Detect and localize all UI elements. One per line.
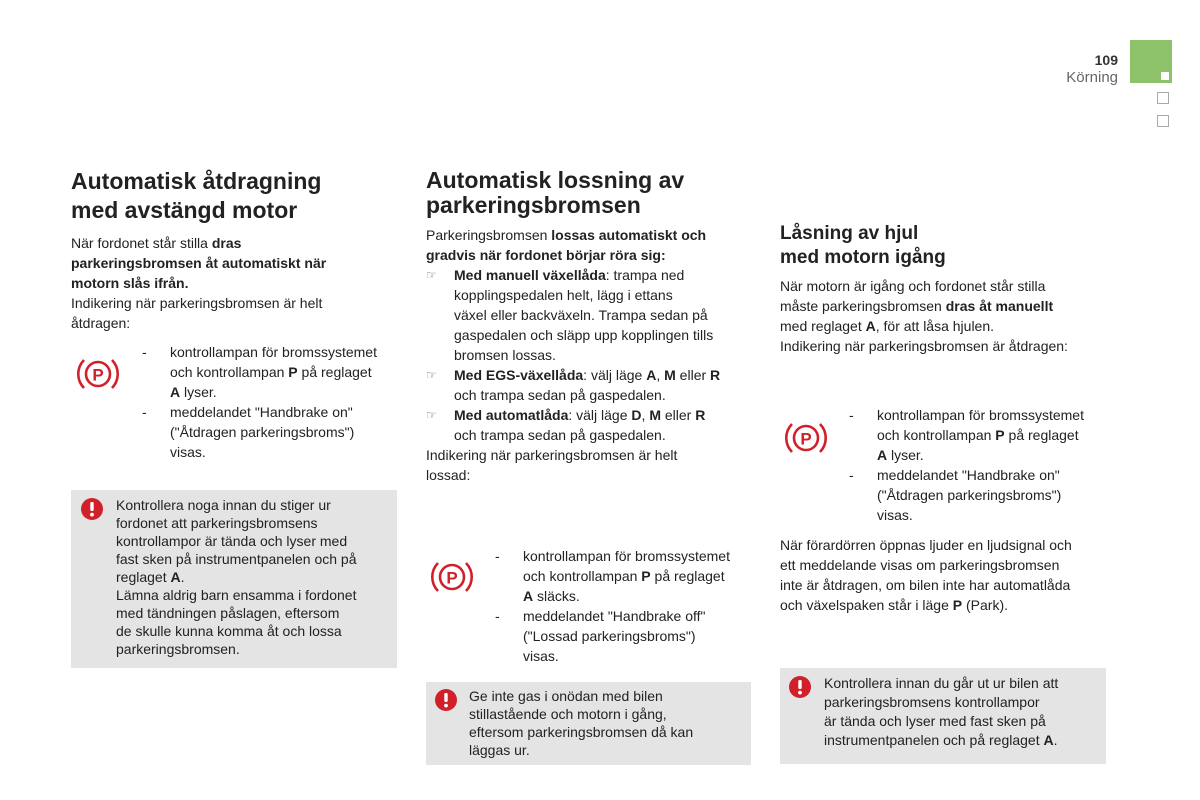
list-item [495, 606, 760, 666]
list-item [426, 265, 756, 365]
text: : trampa ned [605, 267, 685, 283]
list-item [426, 365, 756, 405]
title-line-1: Låsning av hjul [780, 223, 919, 244]
bullet-dash: - [849, 467, 854, 483]
bold-text: Med manuell växellåda [454, 267, 606, 283]
warning-box-apply [71, 490, 397, 668]
text: Parkeringsbromsen [426, 227, 552, 243]
text: eller [660, 407, 696, 423]
bold-text: P [641, 568, 651, 584]
bullet-list-wheel-lock [849, 405, 1114, 525]
bullet-dash: - [495, 608, 500, 624]
text: och trampa sedan på gaspedalen. [454, 427, 666, 443]
bold-text: lossas automatiskt och [551, 227, 707, 243]
text: kontrollampor är tända och lyser med [116, 533, 348, 549]
text: släcks. [533, 588, 580, 604]
text: måste parkeringsbromsen [780, 298, 946, 314]
column-2 [426, 168, 756, 485]
text: Indikering när parkeringsbromsen är helt [71, 295, 323, 311]
text: ett meddelande visas om parkeringsbromsen [780, 557, 1060, 573]
pointing-hand-icon: ☞ [426, 368, 437, 382]
text: eftersom parkeringsbromsen då kan [469, 724, 694, 740]
text: . [1053, 732, 1058, 748]
chapter-tab-box-1 [1157, 92, 1169, 104]
bold-text: parkeringsbromsen åt automatiskt när [71, 255, 327, 271]
text: , [641, 407, 650, 423]
warning-box-wheel-lock [780, 668, 1106, 764]
svg-text:P: P [800, 429, 812, 449]
text: , [656, 367, 665, 383]
text: fast sken på instrumentpanelen och på [116, 551, 357, 567]
bullet-text [877, 405, 1114, 465]
bullet-dash: - [142, 404, 147, 420]
bold-text: P [288, 364, 298, 380]
warning-box-release [426, 682, 751, 765]
section-title-auto-apply [71, 167, 401, 225]
text: gaspedalen och släpp upp kopplingen tills [454, 327, 714, 343]
release-indication [426, 445, 756, 485]
text: Indikering när parkeringsbromsen är åtdragen: [780, 338, 1068, 354]
text: växel eller backväxeln. Trampa sedan på [454, 307, 708, 323]
warning-text [824, 674, 1102, 750]
parking-brake-warning-icon [782, 419, 830, 457]
text: på reglaget [650, 568, 725, 584]
text: kontrollampan för bromssystemet [523, 548, 730, 564]
list-item [495, 546, 760, 606]
column-3 [780, 222, 1115, 356]
pointing-hand-icon: ☞ [426, 268, 437, 282]
text: meddelandet "Handbrake on" [877, 467, 1060, 483]
text: eller [675, 367, 711, 383]
bold-text: Med automatlåda [454, 407, 569, 423]
bullet-dash: - [495, 548, 500, 564]
text: stillastående och motorn i gång, [469, 706, 667, 722]
text: läggas ur. [469, 742, 530, 758]
bullet-list-apply [142, 342, 407, 462]
text: kontrollampan för bromssystemet [877, 407, 1084, 423]
bold-text: Med EGS-växellåda [454, 367, 584, 383]
text: inte är åtdragen, om bilen inte har automatlåda [780, 577, 1071, 593]
bullet-text [523, 546, 760, 606]
text: och kontrollampan [523, 568, 642, 584]
text: . [180, 569, 185, 585]
bold-text: P [995, 427, 1005, 443]
title-line-1: Automatisk åtdragning [71, 168, 322, 194]
text: meddelandet "Handbrake on" [170, 404, 353, 420]
text: : välj läge [568, 407, 632, 423]
text: och växelspaken står i läge [780, 597, 953, 613]
text: kopplingspedalen helt, lägg i ettans [454, 287, 673, 303]
bold-text: R [710, 367, 721, 383]
text: med reglaget [780, 318, 866, 334]
list-item [142, 342, 407, 402]
text: När fordonet står stilla [71, 235, 212, 251]
text: fordonet att parkeringsbromsens [116, 515, 318, 531]
text: och trampa sedan på gaspedalen. [454, 387, 666, 403]
text: visas. [170, 444, 206, 460]
bold-text: gradvis när fordonet börjar röra sig: [426, 247, 666, 263]
warning-text [116, 496, 391, 658]
intro-paragraph [71, 233, 401, 333]
bold-text: A [170, 384, 181, 400]
bold-text: M [649, 407, 661, 423]
text: instrumentpanelen och på reglaget [824, 732, 1044, 748]
svg-text:P: P [92, 365, 104, 385]
exclamation-warning-icon [435, 689, 457, 711]
pointing-hand-icon: ☞ [426, 408, 437, 422]
text: på reglaget [297, 364, 372, 380]
bold-text: A [170, 569, 181, 585]
text: meddelandet "Handbrake off" [523, 608, 706, 624]
page-number: 109 [1094, 52, 1118, 68]
section-title-auto-release [426, 168, 756, 218]
bullet-dash: - [142, 344, 147, 360]
bold-text: dras åt manuellt [945, 298, 1054, 314]
exclamation-warning-icon [81, 498, 103, 520]
chapter-tab-marker [1161, 72, 1169, 80]
text: ("Åtdragen parkeringsbroms") [170, 424, 355, 440]
title-line-2: parkeringsbromsen [426, 192, 641, 218]
door-signal-paragraph [780, 535, 1120, 615]
text: Kontrollera noga innan du stiger ur [116, 497, 331, 513]
text: Ge inte gas i onödan med bilen [469, 688, 663, 704]
bold-text: A [523, 588, 534, 604]
warning-text [469, 687, 744, 759]
svg-text:P: P [446, 568, 458, 588]
bullet-dash: - [849, 407, 854, 423]
list-item [142, 402, 407, 462]
text: parkeringsbromsens kontrollampor [824, 694, 1040, 710]
text: ("Lossad parkeringsbroms") [523, 628, 696, 644]
intro-paragraph [780, 276, 1115, 356]
bold-text: M [664, 367, 676, 383]
bullet-text [170, 342, 407, 402]
text: : välj läge [583, 367, 647, 383]
text: reglaget [116, 569, 171, 585]
text: de skulle kunna komma åt och lossa [116, 623, 342, 639]
text: åtdragen: [71, 315, 131, 331]
bullet-text [523, 606, 760, 666]
text: med tändningen påslagen, eftersom [116, 605, 340, 621]
list-item-text [454, 365, 756, 405]
bullet-text [877, 465, 1114, 525]
title-line-2: med avstängd motor [71, 197, 298, 223]
text: och kontrollampan [877, 427, 996, 443]
title-line-2: med motorn igång [780, 247, 946, 268]
text: och kontrollampan [170, 364, 289, 380]
text: Kontrollera innan du går ut ur bilen att [824, 675, 1059, 691]
bold-text: P [952, 597, 963, 613]
text: (Park). [962, 597, 1008, 613]
text: visas. [523, 648, 559, 664]
bold-text: D [631, 407, 642, 423]
text: När förardörren öppnas ljuder en ljudsignal och [780, 537, 1072, 553]
list-item-text [454, 405, 756, 445]
chapter-tab-box-2 [1157, 115, 1169, 127]
text: kontrollampan för bromssystemet [170, 344, 377, 360]
bullet-text [170, 402, 407, 462]
bold-text: R [695, 407, 706, 423]
bold-text: motorn slås ifrån. [71, 275, 189, 291]
text: på reglaget [1004, 427, 1079, 443]
list-item [849, 465, 1114, 525]
parking-brake-warning-icon [74, 355, 122, 393]
text: är tända och lyser med fast sken på [824, 713, 1046, 729]
text: parkeringsbromsen. [116, 641, 240, 657]
parking-brake-warning-icon [428, 558, 476, 596]
bold-text: A [865, 318, 876, 334]
intro-paragraph [426, 225, 756, 265]
text: Lämna aldrig barn ensamma i fordonet [116, 587, 357, 603]
exclamation-warning-icon [789, 676, 811, 698]
list-item-text [454, 265, 756, 365]
text: visas. [877, 507, 913, 523]
text: lyser. [180, 384, 217, 400]
text: lyser. [887, 447, 924, 463]
list-item [849, 405, 1114, 465]
text: När motorn är igång och fordonet står stilla [780, 278, 1046, 294]
text: Indikering när parkeringsbromsen är helt [426, 447, 678, 463]
bullet-list-release [495, 546, 760, 666]
text: lossad: [426, 467, 471, 483]
text: bromsen lossas. [454, 347, 556, 363]
transmission-list [426, 265, 756, 445]
section-title-wheel-lock [780, 222, 1115, 270]
bold-text: A [877, 447, 888, 463]
title-line-1: Automatisk lossning av [426, 167, 685, 193]
bold-text: A [646, 367, 657, 383]
bold-text: A [1043, 732, 1054, 748]
column-1 [71, 167, 401, 333]
text: ("Åtdragen parkeringsbroms") [877, 487, 1062, 503]
bold-text: dras [211, 235, 242, 251]
text: , för att låsa hjulen. [875, 318, 995, 334]
list-item [426, 405, 756, 445]
chapter-title: Körning [1066, 69, 1118, 86]
